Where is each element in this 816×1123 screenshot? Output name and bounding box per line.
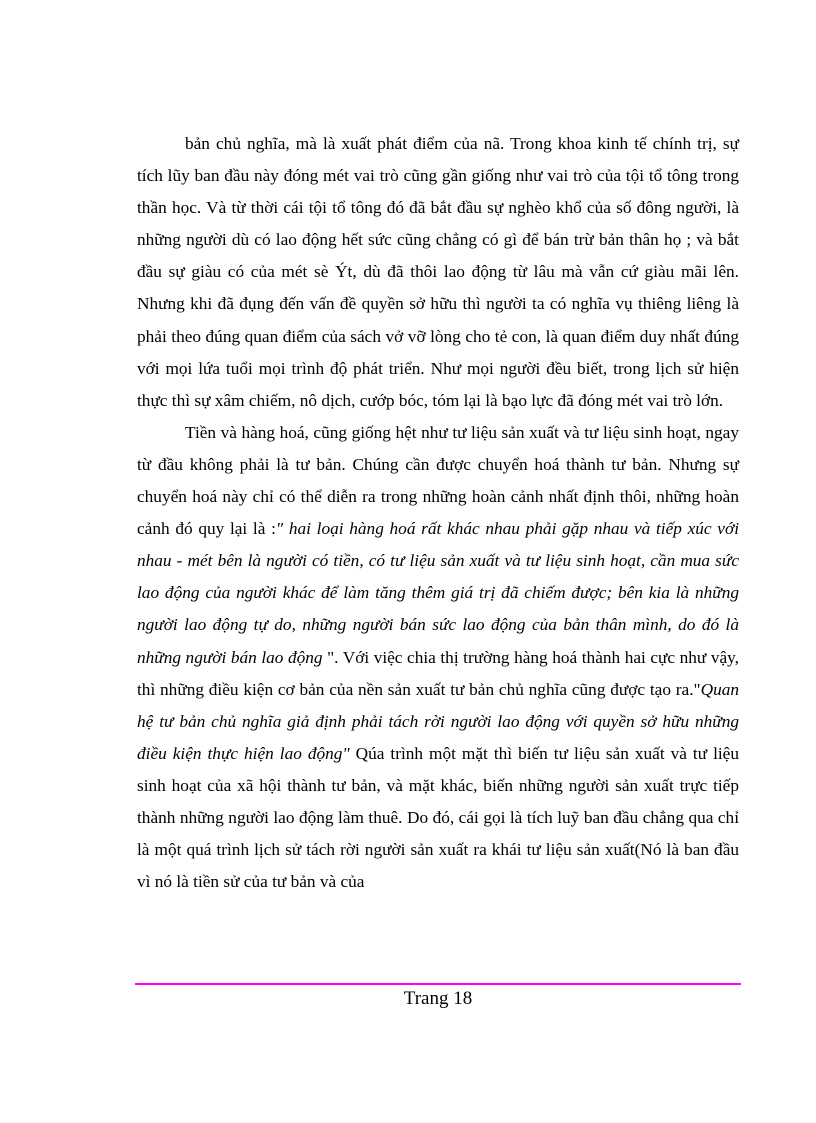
paragraph-2-text-b: ". Với việc chia thị trường hàng hoá thành hai cực như vậy, thì những điều kiện cơ bản của nền sản xuất tư bản chủ nghĩa cũng được tạo ra." <box>137 647 740 699</box>
paragraph-2-text-c: Qúa trình một mặt thì biến tư liệu sản xuất và tư liệu sinh hoạt của xã hội thành tư bản, và mặt khác, biến những người sản xuất trực tiếp thành những người lao động làm thuê. Do đó, cái gọi là tích luỹ ban đầu chẳng qua chỉ là một quá trình lịch sử tách rời người sản xuất ra khái tư liệu sản xuất(Nó là ban đầu vì nó là tiền sử của tư bản và của <box>137 743 739 892</box>
paragraph-2-text-a: Tiền và hàng hoá, cũng giống hệt như tư liệu sản xuất và tư liệu sinh hoạt, ngay từ đầu không phải là tư bản. Chúng cần được chuyển hoá thành tư bản. Nhưng sự chuyển hoá này chỉ có thể diễn ra trong những hoàn cảnh nhất định thôi, những hoàn cảnh đó quy lại là : <box>137 422 739 539</box>
paragraph-2-quote-a: " hai loại hàng hoá rất khác nhau phải gặp nhau và tiếp xúc với nhau - mét bên là người có tiền, có tư liệu sản xuất và tư liệu sinh hoạt, cần mua sức lao động của người khác để làm tăng thêm giá trị đã chiếm được; bên kia là những người lao động tự do, những người bán sức lao động của bản thân mình, do đó là những người bán lao động <box>137 519 739 667</box>
document-body <box>137 128 739 898</box>
paragraph-2 <box>137 417 739 898</box>
paragraph-2-quote-b: Quan hệ tư bản chủ nghĩa giả định phải tách rời người lao động với quyền sở hữu những điều kiện thực hiện lao động" <box>137 679 739 763</box>
page-number: Trang 18 <box>403 988 473 1009</box>
paragraph-1: bản chủ nghĩa, mà là xuất phát điểm của nã. Trong khoa kinh tế chính trị, sự tích lũy ban đầu này đóng mét vai trò cũng gần giống như vai trò của tội tổ tông trong thần học. Và từ thời cái tội tổ tông đó đã bắt đầu sự nghèo khổ của số đông người, là những người dù có lao động hết sức cũng chẳng có gì để bán trừ bản thân họ ; và bắt đầu sự giàu có của mét sè Ýt, dù đã thôi lao động từ lâu mà vẫn cứ giàu mãi lên. Nhưng khi đã đụng đến vấn đề quyền sở hữu thì người ta có nghĩa vụ thiêng liêng là phải theo đúng quan điểm của sách vở vỡ lòng cho tẻ con, là quan điểm duy nhất đúng với mọi lứa tuổi mọi trình độ phát triển. Như mọi người đều biết, trong lịch sử hiện thực thì sự xâm chiếm, nô dịch, cướp bóc, tóm lại là bạo lực đã đóng mét vai trò lớn. <box>137 134 739 410</box>
